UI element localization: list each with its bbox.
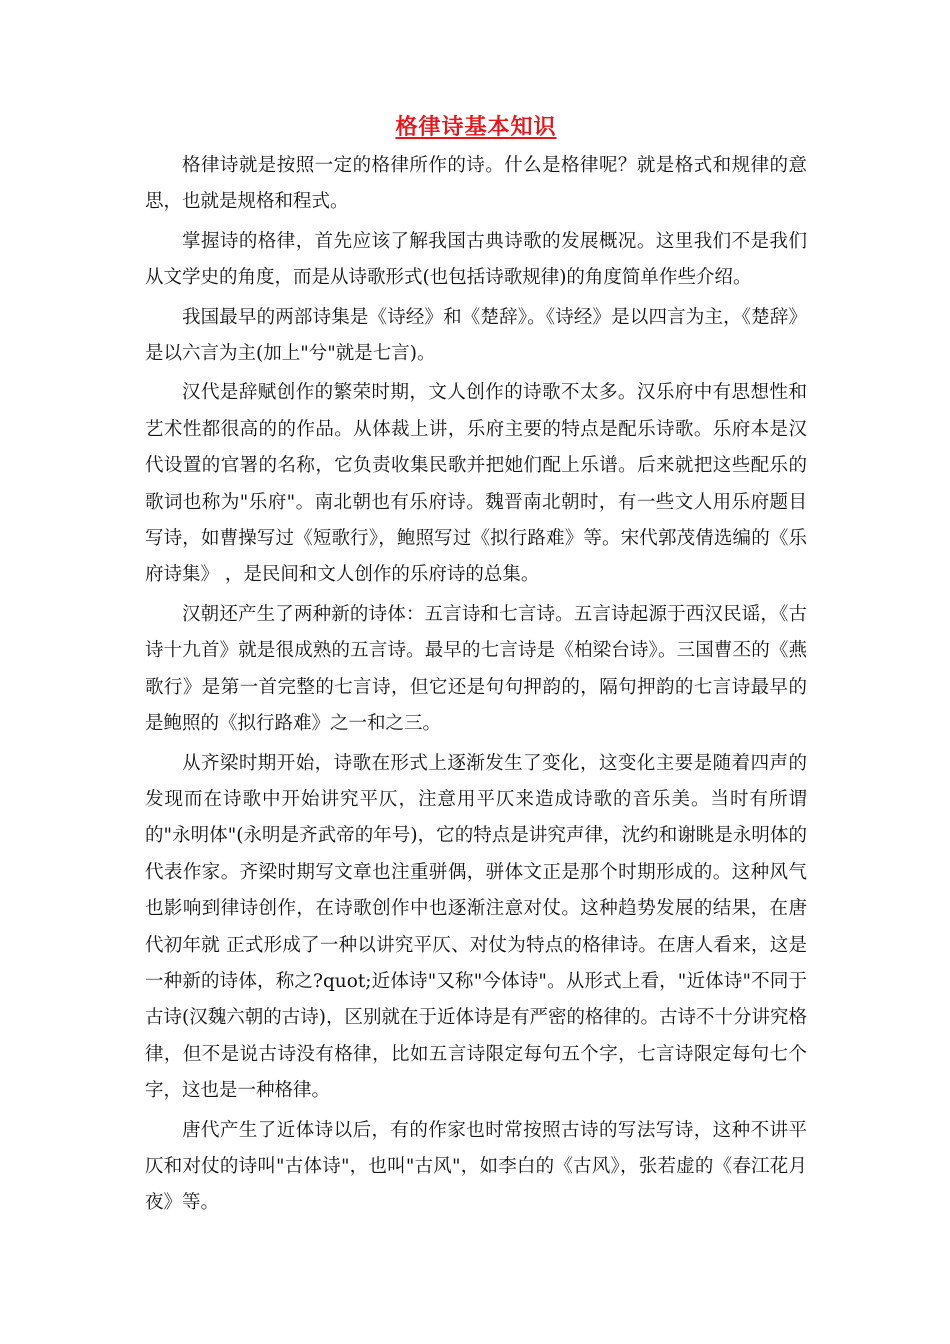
paragraph-han-yuefu: 汉代是辞赋创作的繁荣时期，文人创作的诗歌不太多。汉乐府中有思想性和艺术性都很高的的作品。从体裁上讲，乐府主要的特点是配乐诗歌。乐府本是汉代设置的官署的名称，它负责收集民歌并把她们配上乐谱。后来就把这些配乐的歌词也称为"乐府"。南北朝也有乐府诗。魏晋南北朝时，有一些文人用乐府题目写诗，如曹操写过《短歌行》，鲍照写过《拟行路难》等。宋代郭茂倩选编的《乐府诗集》 ，是民间和文人创作的乐府诗的总集。 xyxy=(145,382,807,586)
paragraph-five-seven-character: 汉朝还产生了两种新的诗体：五言诗和七言诗。五言诗起源于西汉民谣，《古诗十九首》就是很成熟的五言诗。最早的七言诗是《柏梁台诗》。三国曹丕的《燕歌行》是第一首完整的七言诗，但它还是句句押韵的，隔句押韵的七言诗最早的是鲍照的《拟行路难》之一和之三。 xyxy=(145,603,807,735)
document-title: 格律诗基本知识 xyxy=(395,114,557,140)
document-page xyxy=(145,112,807,1225)
paragraph-ancient-style: 唐代产生了近体诗以后，有的作家也时常按照古诗的写法写诗，这种不讲平仄和对仗的诗叫"古体诗"，也叫"古风"，如李白的《古风》，张若虚的《春江花月夜》等。 xyxy=(145,1119,807,1214)
paragraph-regulated-verse-origin: 从齐梁时期开始，诗歌在形式上逐渐发生了变化，这变化主要是随着四声的发现而在诗歌中开始讲究平仄，注意用平仄来造成诗歌的音乐美。当时有所谓的"永明体"(永明是齐武帝的年号)，它的特点是讲究声律，沈约和谢眺是永明体的代表作家。齐梁时期写文章也注重骈偶，骈体文正是那个时期形成的。这种风气也影响到律诗创作，在诗歌创作中也逐渐注意对仗。这种趋势发展的结果，在唐代初年就 正式形成了一种以讲究平仄、对仗为特点的格律诗。在唐人看来，这是一种新的诗体，称之?quot;近体诗"又称"今体诗"。从形式上看，"近体诗"不同于古诗(汉魏六朝的古诗)，区别就在于近体诗是有严密的格律的。古诗不十分讲究格律，但不是说古诗没有格律，比如五言诗限定每句五个字，七言诗限定每句七个字，这也是一种格律。 xyxy=(145,752,807,1102)
paragraph-definition: 格律诗就是按照一定的格律所作的诗。什么是格律呢？就是格式和规律的意思，也就是规格和程式。 xyxy=(145,155,807,213)
paragraph-introduction: 掌握诗的格律，首先应该了解我国古典诗歌的发展概况。这里我们不是我们从文学史的角度，而是从诗歌形式(也包括诗歌规律)的角度简单作些介绍。 xyxy=(145,230,807,289)
paragraph-earliest-collections: 我国最早的两部诗集是《诗经》和《楚辞》。《诗经》是以四言为主，《楚辞》是以六言为主(加上"兮"就是七言)。 xyxy=(145,306,807,365)
